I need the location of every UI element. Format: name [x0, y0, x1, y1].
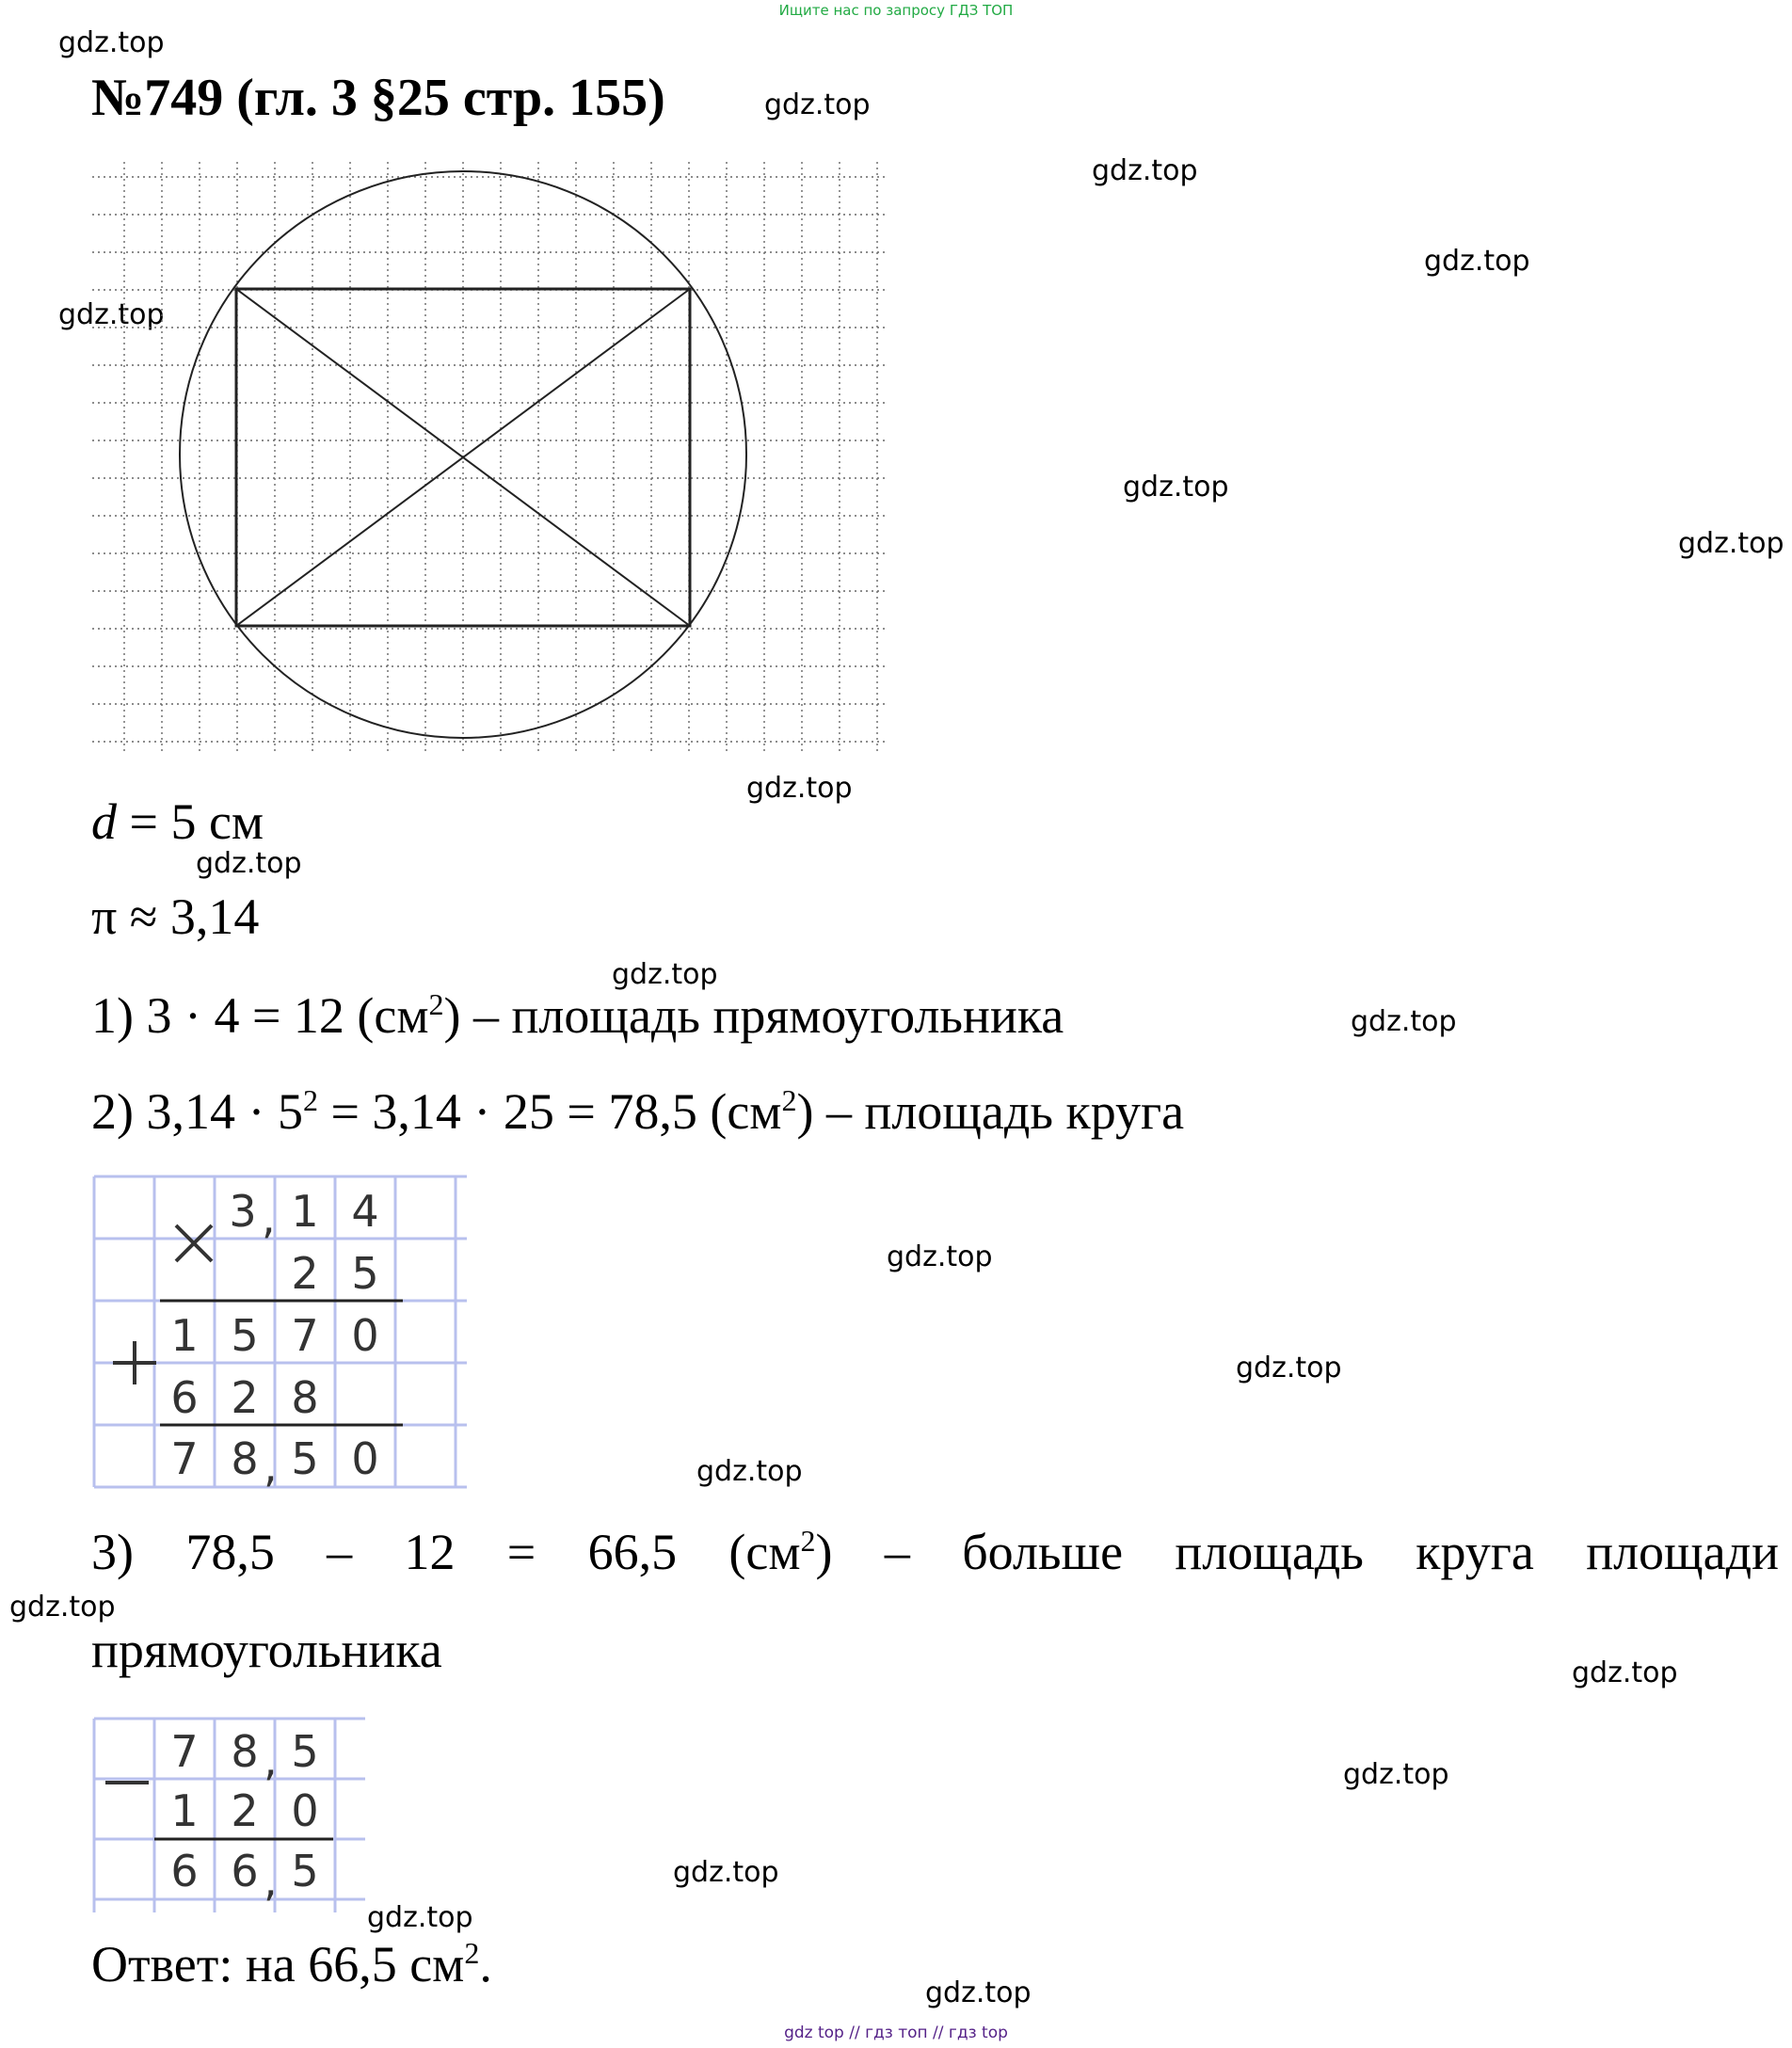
digit: 5 [351, 1248, 379, 1299]
multiplication-column [92, 1175, 469, 1495]
watermark: gdz.top [196, 847, 302, 880]
step-3-word: (см [728, 1524, 801, 1580]
watermark: gdz.top [1343, 1758, 1449, 1791]
watermark: gdz.top [612, 958, 718, 991]
step-1-text: ) – площадь прямоугольника [443, 987, 1064, 1044]
step-1-text: 1) 3 · 4 = 12 (см [91, 987, 429, 1044]
watermark: gdz.top [1092, 154, 1198, 187]
step-2-text: 2) 3,14 · 5 [91, 1083, 303, 1140]
step-3-word: 66,5 [587, 1524, 678, 1580]
digit: 4 [351, 1186, 379, 1237]
digit: 6 [170, 1372, 199, 1423]
decimal-comma: , [264, 1855, 278, 1906]
digit: 7 [170, 1726, 199, 1777]
exponent: 2 [428, 987, 444, 1021]
digit: 8 [231, 1726, 259, 1777]
step-3-word: 12 [404, 1524, 456, 1580]
watermark: gdz.top [673, 1856, 779, 1889]
subtraction-column [92, 1715, 371, 1916]
digit: 0 [291, 1785, 319, 1836]
watermark: gdz.top [1424, 245, 1530, 278]
exponent: 2 [464, 1936, 480, 1970]
digit: 2 [231, 1785, 259, 1836]
watermark: gdz.top [887, 1240, 993, 1273]
step-1 [91, 986, 1064, 1045]
digit: 8 [231, 1433, 259, 1484]
step-3 [91, 1523, 1779, 1581]
digit: 2 [291, 1248, 319, 1299]
answer-text: . [479, 1936, 492, 1992]
exponent: 2 [302, 1083, 318, 1117]
step-2-text: ) – площадь круга [796, 1083, 1185, 1140]
top-banner: Ищите нас по запросу ГДЗ ТОП [778, 2, 1014, 19]
step-3-word: 3) [91, 1524, 134, 1580]
digit: 3 [229, 1186, 257, 1237]
step-2 [91, 1082, 1184, 1141]
watermark: gdz.top [1572, 1656, 1678, 1689]
circle [180, 171, 746, 738]
step-2-text: = 3,14 · 25 = 78,5 (см [317, 1083, 782, 1140]
decimal-comma: , [262, 1192, 276, 1243]
exponent: 2 [800, 1524, 816, 1558]
digit: 6 [231, 1846, 259, 1896]
watermark: gdz.top [1123, 471, 1229, 504]
times-sign [176, 1225, 212, 1261]
step-3-word: площади [1586, 1524, 1779, 1580]
d-variable: d [91, 793, 117, 850]
digit: 8 [291, 1372, 319, 1423]
decimal-comma: , [264, 1735, 278, 1785]
watermark: gdz.top [746, 772, 853, 805]
watermark: gdz.top [58, 26, 165, 59]
step-3-word: – [327, 1524, 353, 1580]
watermark: gdz.top [1236, 1352, 1342, 1384]
digit: 1 [170, 1785, 199, 1836]
watermark: gdz.top [696, 1455, 803, 1488]
watermark: gdz.top [764, 88, 871, 121]
step-3-word: площадь [1175, 1524, 1364, 1580]
decimal-comma: , [264, 1441, 278, 1492]
watermark: gdz.top [9, 1591, 116, 1624]
answer [91, 1935, 492, 1993]
digit: 5 [291, 1726, 319, 1777]
dotted-grid [92, 162, 887, 755]
step-3-continuation: прямоугольника [91, 1622, 442, 1678]
step-3-word: больше [962, 1524, 1124, 1580]
plus-sign [113, 1341, 156, 1384]
step-3-paren: ) [815, 1524, 833, 1580]
cell-grid [94, 1719, 365, 1912]
digit: 7 [291, 1310, 319, 1361]
geometry-figure [90, 160, 890, 762]
digit: 6 [170, 1846, 199, 1896]
digit: 1 [170, 1310, 199, 1361]
d-value: = 5 см [117, 793, 264, 850]
page-title: №749 (гл. 3 §25 стр. 155) [91, 69, 665, 127]
step-3-word: – [884, 1524, 910, 1580]
given-pi: π ≈ 3,14 [91, 888, 260, 945]
watermark: gdz.top [1351, 1005, 1457, 1038]
step-3-unit [728, 1523, 832, 1581]
digit: 5 [291, 1846, 319, 1896]
answer-text: Ответ: на 66,5 см [91, 1936, 465, 1992]
footer: gdz top // гдз топ // гдз top [784, 2024, 1008, 2042]
digit: 0 [351, 1310, 379, 1361]
watermark: gdz.top [367, 1901, 473, 1934]
step-3-word: = [506, 1524, 536, 1580]
given-diameter [91, 792, 264, 851]
digit: 5 [291, 1433, 319, 1484]
watermark: gdz.top [1678, 527, 1784, 560]
digit: 2 [231, 1372, 259, 1423]
step-3-word: круга [1416, 1524, 1534, 1580]
watermark: gdz.top [925, 1976, 1032, 2009]
exponent: 2 [781, 1083, 797, 1117]
step-3-word: 78,5 [185, 1524, 275, 1580]
cell-grid [94, 1176, 467, 1487]
digit: 1 [291, 1186, 319, 1237]
digit: 5 [231, 1310, 259, 1361]
digit: 7 [170, 1433, 199, 1484]
digit: 0 [351, 1433, 379, 1484]
watermark: gdz.top [58, 298, 165, 331]
